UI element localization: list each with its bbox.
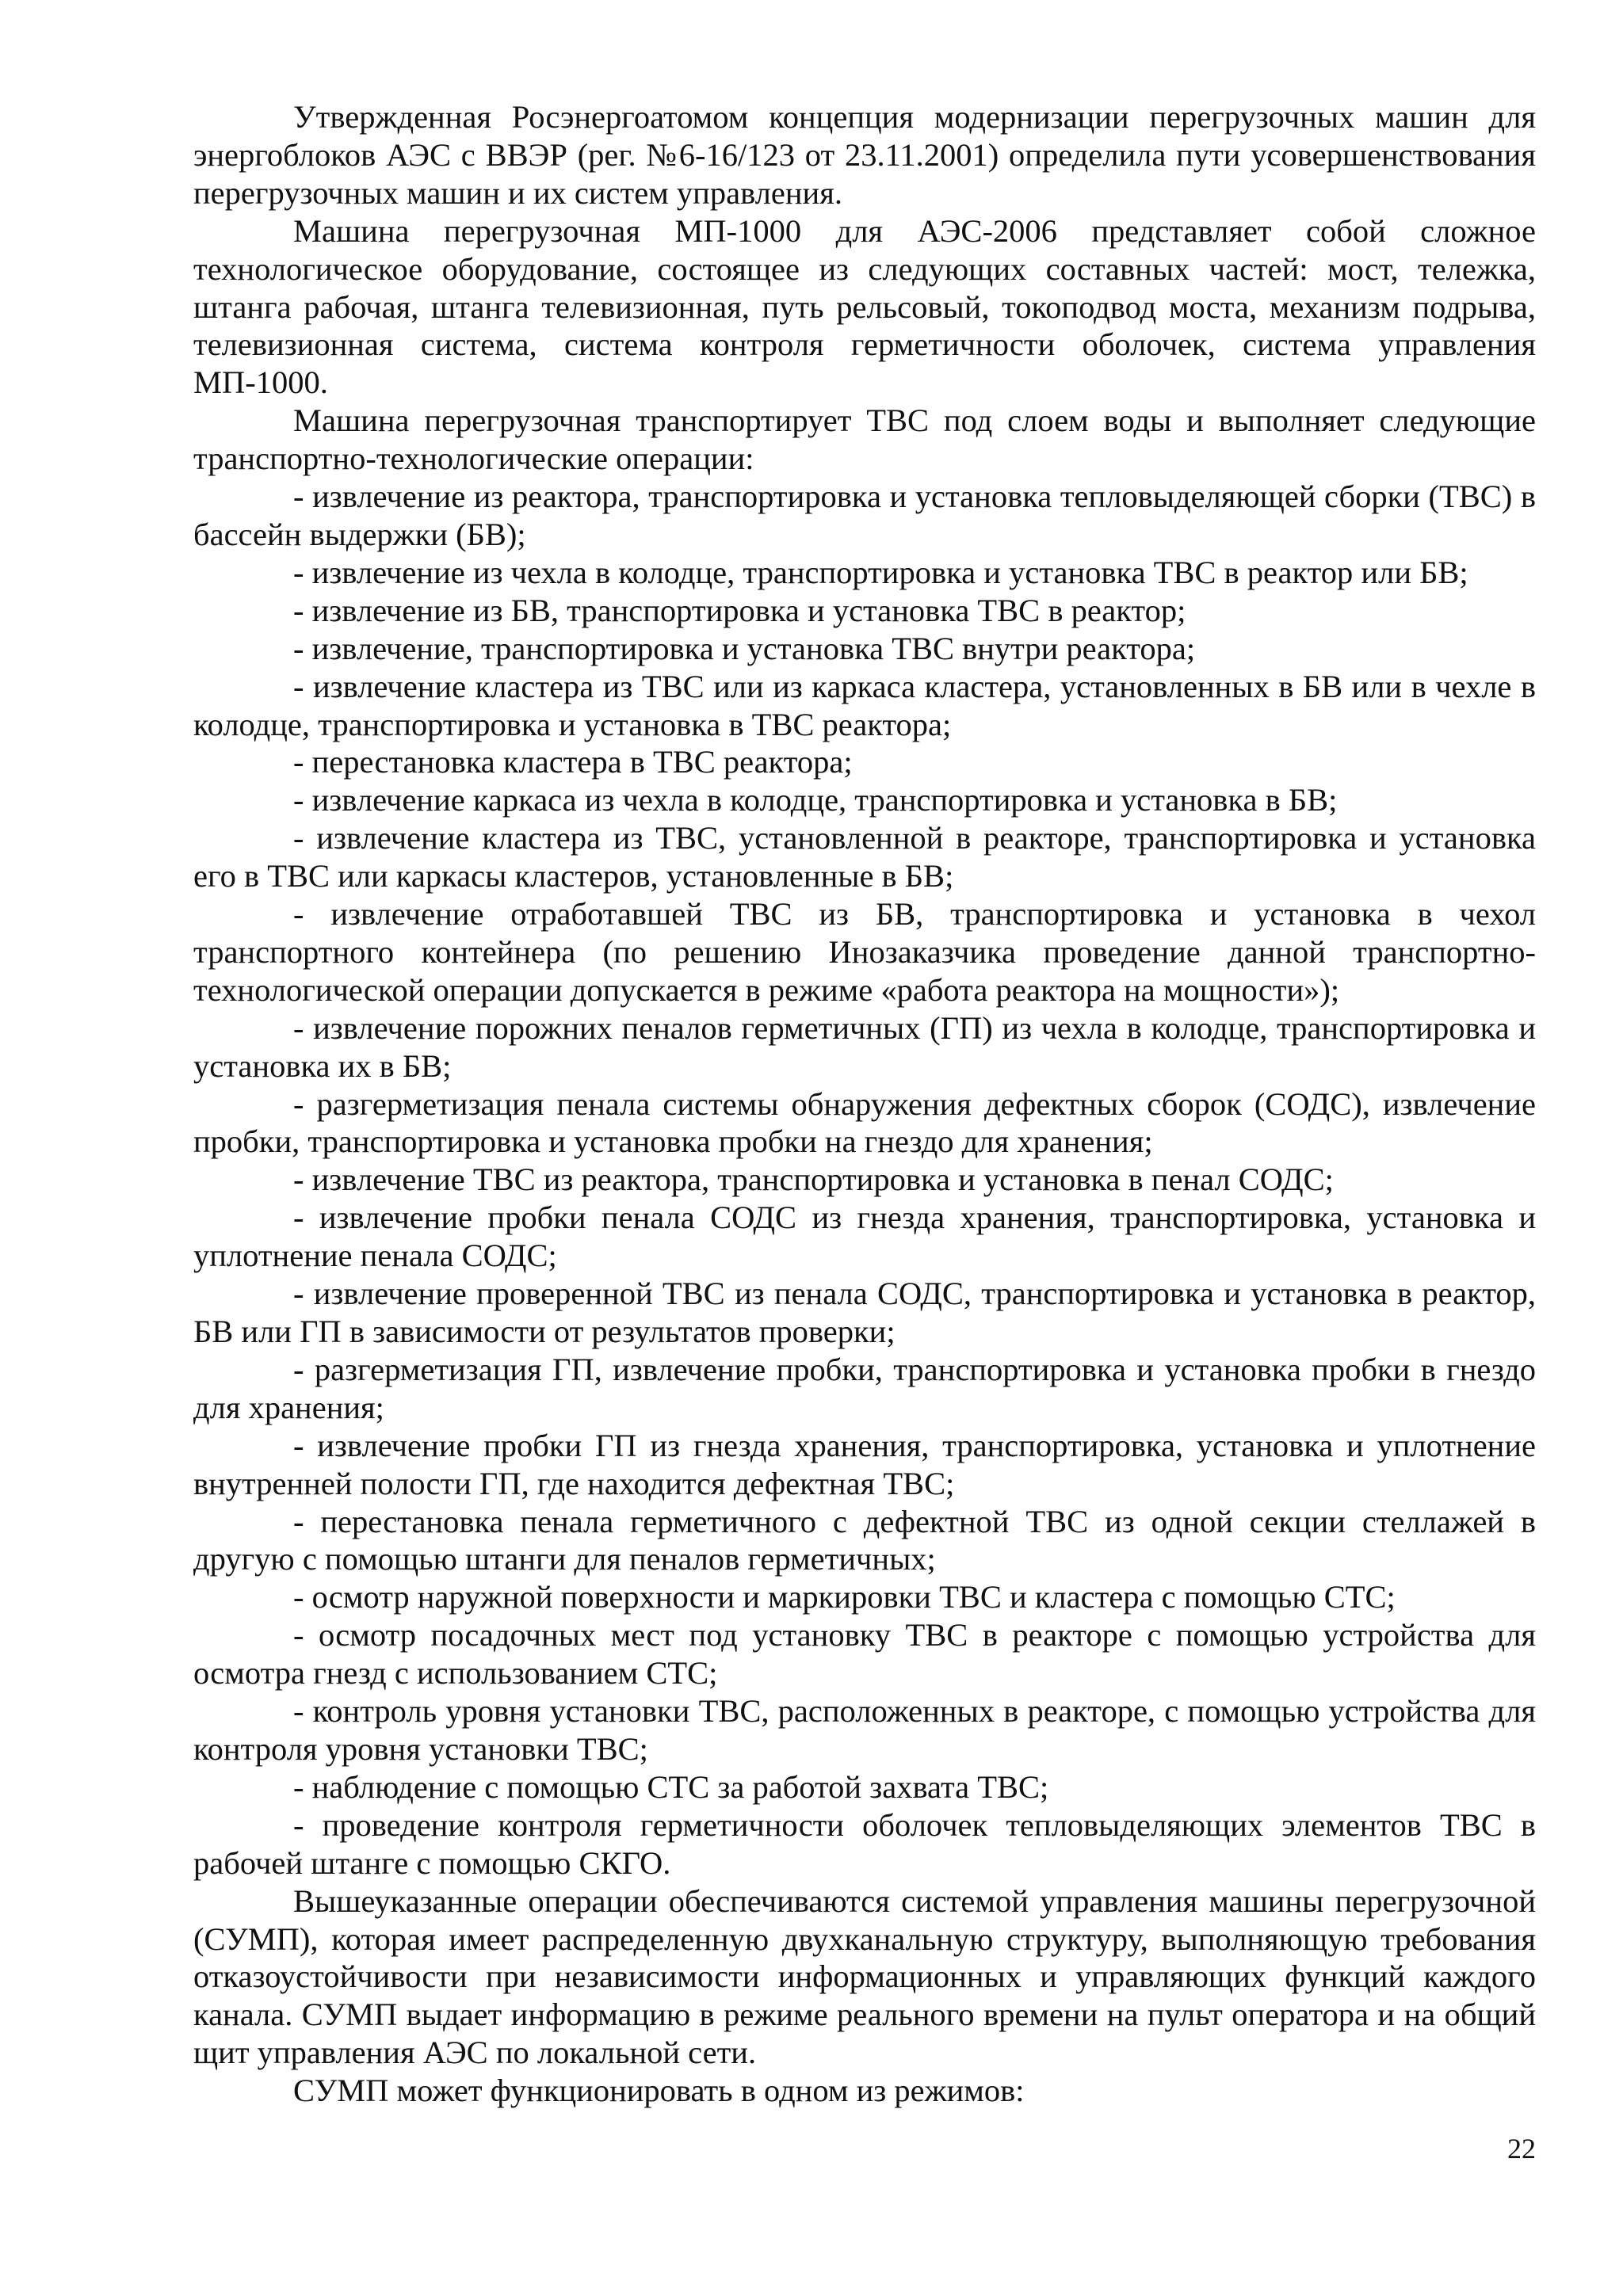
list-item-operation: - контроль уровня установки ТВС, расположенных в реакторе, с помощью устройства для контроля уровня установки ТВС; <box>193 1693 1536 1767</box>
list-item-operation: - извлечение пробки ГП из гнезда хранения, транспортировка, установка и уплотнение внутренней полости ГП, где находится дефектная ТВС; <box>193 1427 1536 1501</box>
list-item-operation: - осмотр посадочных мест под установку ТВС в реакторе с помощью устройства для осмотра гнезд с использованием СТС; <box>193 1617 1536 1691</box>
list-item-operation: - извлечение порожних пеналов герметичных (ГП) из чехла в колодце, транспортировка и установка их в БВ; <box>193 1009 1536 1084</box>
paragraph-machine-description: Машина перегрузочная МП-1000 для АЭС-2006 представляет собой сложное технологическое оборудование, состоящее из следующих составных частей: мост, тележка, штанга рабочая, штанга телевизионная, путь рельсовый, токоподвод моста, механизм подрыва, телевизионная система, система контроля герметичности оболочек, система управления МП-1000. <box>193 212 1536 401</box>
list-item-operation: - извлечение отработавшей ТВС из БВ, транспортировка и установка в чехол транспортного контейнера (по решению Инозаказчика проведение данной транспортно-технологической операции допускается в режиме «работа реактора на мощности»); <box>193 896 1536 1008</box>
list-item-operation: - извлечение проверенной ТВС из пенала СОДС, транспортировка и установка в реактор, БВ или ГП в зависимости от результатов проверки; <box>193 1276 1536 1349</box>
list-item-operation: - извлечение ТВС из реактора, транспортировка и установка в пенал СОДС; <box>293 1161 1334 1198</box>
list-item-operation: - извлечение, транспортировка и установка ТВС внутри реактора; <box>293 630 1196 666</box>
list-item-operation: - извлечение кластера из ТВС или из каркаса кластера, установленных в БВ или в чехле в колодце, транспортировка и установка в ТВС реактора; <box>193 668 1536 742</box>
list-item-operation: - проведение контроля герметичности оболочек тепловыделяющих элементов ТВС в рабочей штанге с помощью СКГО. <box>193 1806 1536 1881</box>
list-item-operation: - перестановка кластера в ТВС реактора; <box>293 744 853 780</box>
list-item-operation: - извлечение кластера из ТВС, установленной в реакторе, транспортировка и установка его в ТВС или каркасы кластеров, установленные в БВ; <box>193 820 1536 894</box>
list-item-operation: - разгерметизация ГП, извлечение пробки, транспортировка и установка пробки в гнездо для хранения; <box>193 1351 1536 1425</box>
list-item-operation: - извлечение из БВ, транспортировка и установка ТВС в реактор; <box>293 592 1186 628</box>
list-item-operation: - извлечение из реактора, транспортировка и установка тепловыделяющей сборки (ТВС) в бассейн выдержки (БВ); <box>193 479 1536 552</box>
paragraph-operations-intro: Машина перегрузочная транспортирует ТВС под слоем воды и выполняет следующие транспортно-технологические операции: <box>193 402 1536 477</box>
list-item-operation: - извлечение из чехла в колодце, транспортировка и установка ТВС в реактор или БВ; <box>293 554 1468 590</box>
list-item-operation: - извлечение пробки пенала СОДС из гнезда хранения, транспортировка, установка и уплотнение пенала СОДС; <box>193 1199 1536 1274</box>
paragraph-intro: Утвержденная Росэнергоатомом концепция модернизации перегрузочных машин для энергоблоков АЭС с ВВЭР (рег. №6-16/123 от 23.11.2001) определила пути усовершенствования перегрузочных машин и их систем управления. <box>193 99 1536 211</box>
list-item-operation: - осмотр наружной поверхности и маркировки ТВС и кластера с помощью СТС; <box>293 1579 1396 1615</box>
list-item-operation: - разгерметизация пенала системы обнаружения дефектных сборок (СОДС), извлечение пробки, транспортировка и установка пробки на гнездо для хранения; <box>193 1085 1536 1160</box>
paragraph-modes-intro: СУМП может функционировать в одном из режимов: <box>293 2073 1025 2109</box>
paragraph-control-system: Вышеуказанные операции обеспечиваются системой управления машины перегрузочной (СУМП), которая имеет распределенную двухканальную структуру, выполняющую требования отказоустойчивости при независимости информационных и управляющих функций каждого канала. СУМП выдает информацию в режиме реального времени на пульт оператора и на общий щит управления АЭС по локальной сети. <box>193 1882 1536 2071</box>
list-item-operation: - перестановка пенала герметичного с дефектной ТВС из одной секции стеллажей в другую с помощью штанги для пеналов герметичных; <box>193 1503 1536 1577</box>
list-item-operation: - извлечение каркаса из чехла в колодце, транспортировка и установка в БВ; <box>293 782 1338 818</box>
list-item-operation: - наблюдение с помощью СТС за работой захвата ТВС; <box>293 1768 1049 1805</box>
page-number: 22 <box>1507 2133 1536 2164</box>
document-body <box>193 98 1536 2110</box>
